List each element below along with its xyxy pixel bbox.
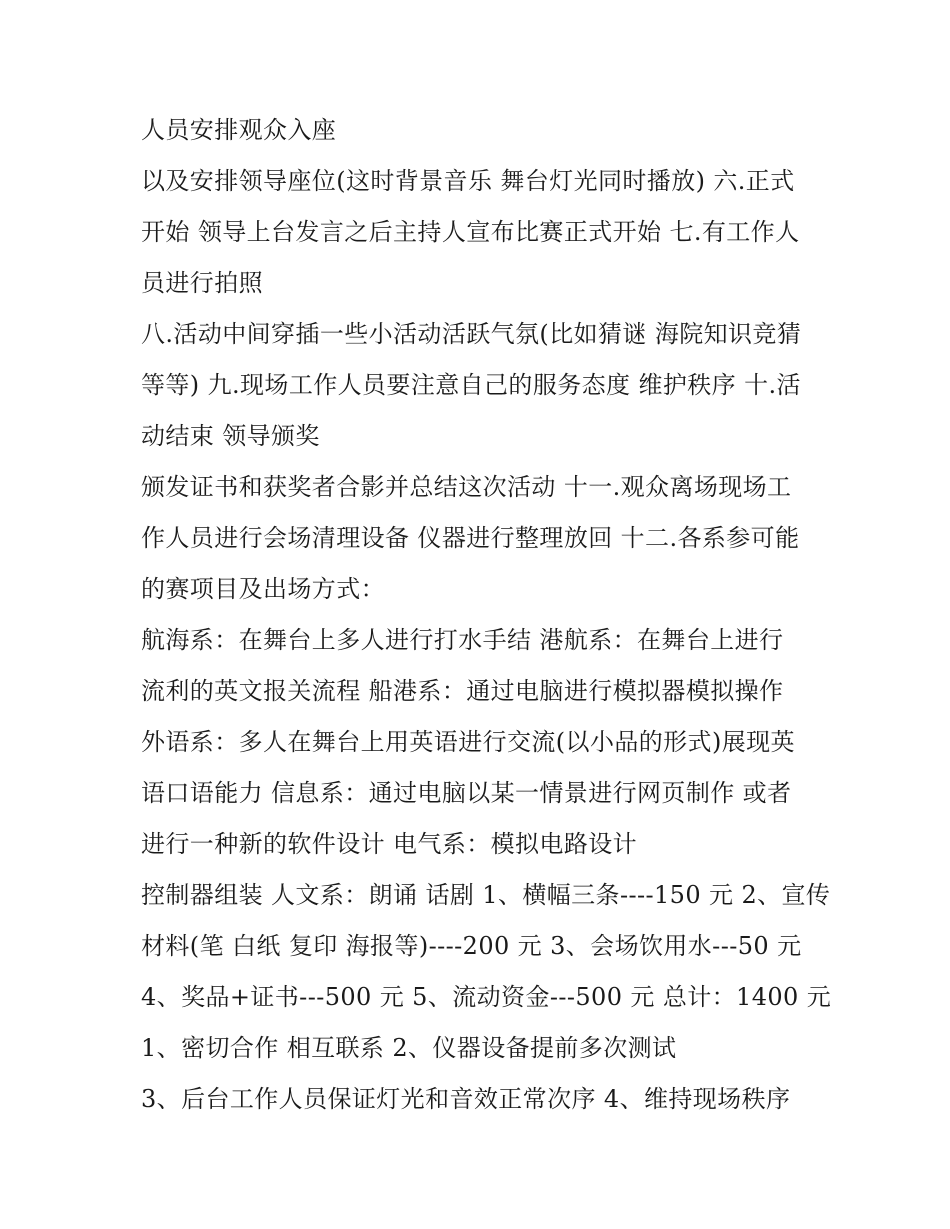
text-line: 开始 领导上台发言之后主持人宣布比赛正式开始 七.有工作人	[141, 218, 800, 246]
text-line: 以及安排领导座位(这时背景音乐 舞台灯光同时播放) 六.正式	[141, 167, 795, 195]
text-line: 进行一种新的软件设计 电气系：模拟电路设计	[141, 830, 638, 858]
text-line: 控制器组装 人文系：朗诵 话剧 1、横幅三条----150 元 2、宣传	[141, 881, 831, 909]
document-body	[141, 108, 832, 1128]
text-line: 1、密切合作 相互联系 2、仪器设备提前多次测试	[141, 1034, 677, 1062]
text-line: 的赛项目及出场方式：	[141, 575, 385, 603]
text-line: 颁发证书和获奖者合影并总结这次活动 十一.观众离场现场工	[141, 473, 792, 501]
text-line: 等等) 九.现场工作人员要注意自己的服务态度 维护秩序 十.活	[141, 371, 801, 399]
text-line: 语口语能力 信息系：通过电脑以某一情景进行网页制作 或者	[141, 779, 792, 807]
text-line: 作人员进行会场清理设备 仪器进行整理放回 十二.各系参可能	[141, 524, 800, 552]
text-line: 员进行拍照	[141, 269, 263, 297]
text-line: 3、后台工作人员保证灯光和音效正常次序 4、维持现场秩序	[141, 1085, 791, 1113]
text-line: 外语系：多人在舞台上用英语进行交流(以小品的形式)展现英	[141, 728, 795, 756]
text-line: 人员安排观众入座	[141, 116, 337, 144]
text-line: 航海系：在舞台上多人进行打水手结 港航系：在舞台上进行	[141, 626, 784, 654]
text-line: 材料(笔 白纸 复印 海报等)----200 元 3、会场饮用水---50 元	[141, 932, 802, 960]
text-line: 动结束 领导颁奖	[141, 422, 320, 450]
text-line: 流利的英文报关流程 船港系：通过电脑进行模拟器模拟操作	[141, 677, 784, 705]
text-line: 4、奖品+证书---500 元 5、流动资金---500 元 总计：1400 元	[141, 983, 832, 1011]
text-line: 八.活动中间穿插一些小活动活跃气氛(比如猜谜 海院知识竞猜	[141, 320, 802, 348]
